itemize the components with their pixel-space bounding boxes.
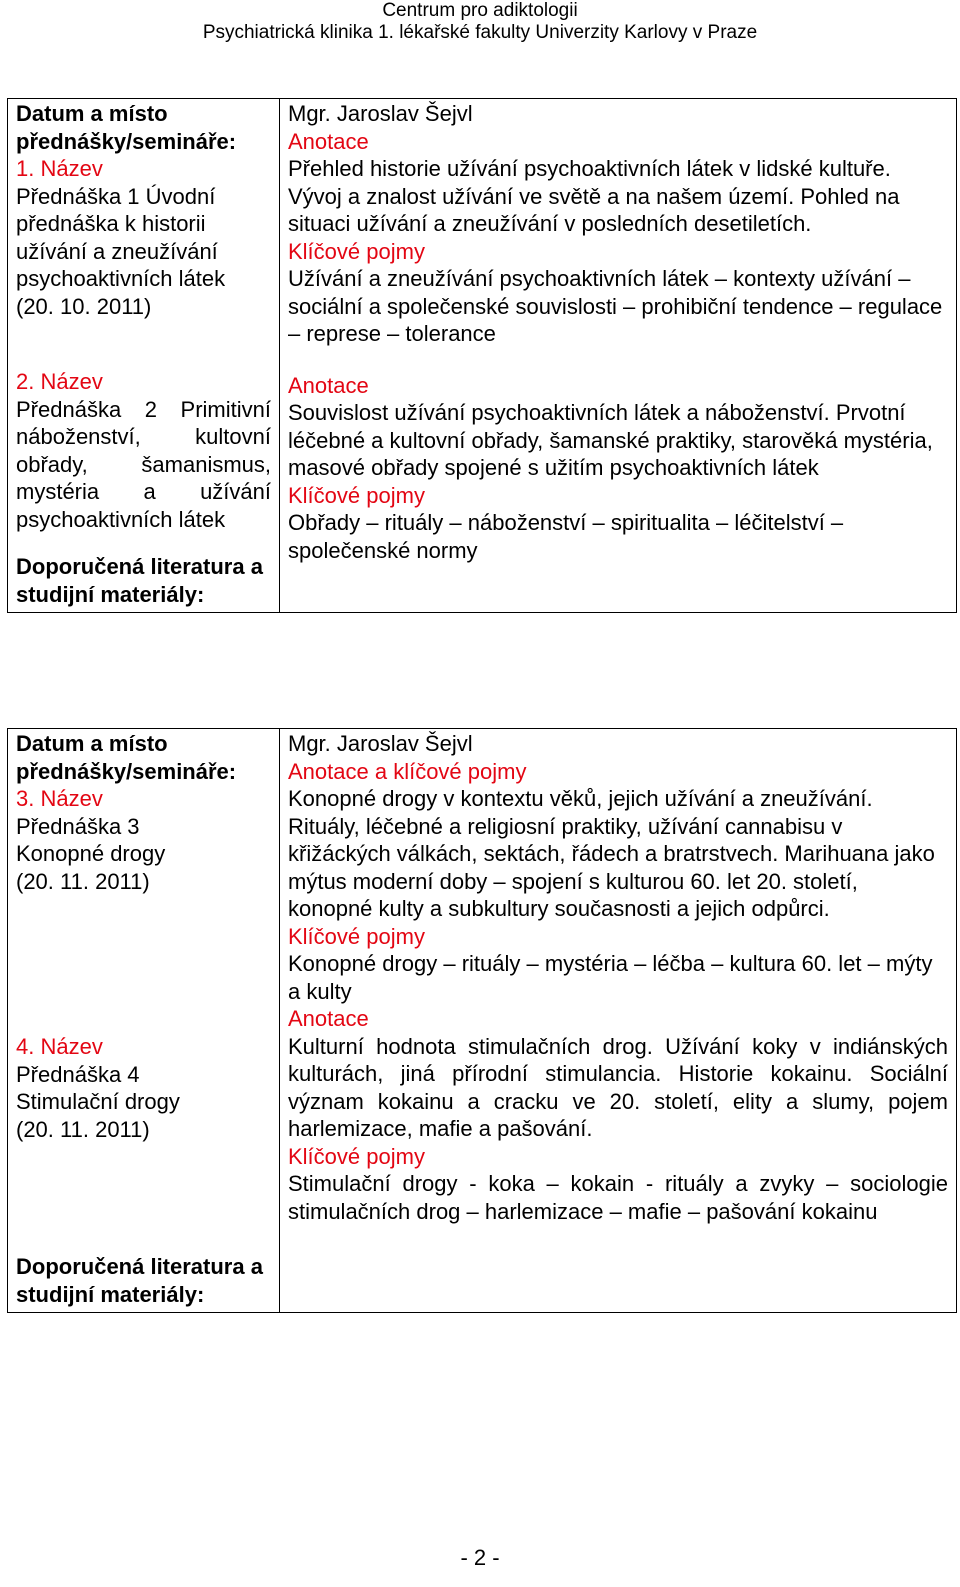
anotace-text: Souvislost užívání psychoaktivních látek a náboženství. Prvotní léčebné a kultovní obřady, šamanské praktiky, starověká mystéria, masové obřady spojené s užitím psychoaktivních látek [288,400,933,480]
anotace-label: Anotace [288,128,369,154]
keywords-label: Klíčové pojmy [288,482,425,508]
keywords-label: Klíčové pojmy [288,923,425,949]
keywords-text: Užívání a zneužívání psychoaktivních látek – kontexty užívání – sociální a společenské souvislosti – prohibiční tendence – regulace – represe – tolerance [288,266,943,346]
keywords-text: Stimulační drogy - koka – kokain - rituály a zvyky – sociologie stimulačních drog – harlemizace – mafie – pašování kokainu [288,1171,948,1224]
literature-label: Doporučená literatura a studijní materiály: [16,1254,263,1307]
lector-name: Mgr. Jaroslav Šejvl [288,731,473,756]
lecture-date: (20. 11. 2011) [16,1116,150,1142]
keywords-text: Obřady – rituály – náboženství – spiritualita – léčitelství – společenské normy [288,510,844,563]
anotace-label: Anotace [288,1006,369,1031]
keywords-label: Klíčové pojmy [288,238,425,264]
lecture-name-label: 2. Název [16,369,103,394]
right-cell [280,99,957,613]
lecture-table-1 [7,98,957,613]
anotace-label: Anotace a klíčové pojmy [288,758,527,784]
anotace-label: Anotace [288,372,369,398]
keywords-label: Klíčové pojmy [288,1143,425,1169]
lecture-name-label: 1. Název [16,156,103,181]
lector-name: Mgr. Jaroslav Šejvl [288,101,473,126]
lecture-date: (20. 11. 2011) [16,868,150,894]
anotace-text: Konopné drogy v kontextu věků, jejich užívání a zneužívání. Rituály, léčebné a religiosní praktiky, užívání cannabisu v křižáckých válkách, sektách, řádech a bratrstvech. Marihuana jako mýtus moderní doby – spojení s kulturou 60. let 20. století, konopné kulty a subkultury současnosti a jejich odpůrci. [288,786,935,921]
anotace-text: Kulturní hodnota stimulačních drog. Užívání koky v indiánských kulturách, jiná přírodní stimulancia. Historie kokainu. Sociální význam kokainu a cracku ve 20. století, elity a slumy, pojem harlemizace, mafie a pašování. [288,1033,948,1141]
datum-label: Datum a místo přednášky/semináře: [16,731,237,784]
lecture-title: Přednáška 2 Primitivní náboženství, kultovní obřady, šamanismus, mystéria a užívání psychoaktivních látek [16,396,271,532]
lecture-name-label: 4. Název [16,1034,103,1059]
page-header [0,0,960,44]
datum-label: Datum a místo přednášky/semináře: [16,101,237,154]
lecture-title: Přednáška 3 Konopné drogy [16,813,166,866]
anotace-text: Přehled historie užívání psychoaktivních látek v lidské kultuře. Vývoj a znalost užívání ve světě a na našem území. Pohled na situaci užívání a zneužívání v posledních desetiletích. [288,156,900,236]
header-faculty: Psychiatrická klinika 1. lékařské fakulty Univerzity Karlovy v Praze [202,22,758,43]
left-cell [8,729,280,1313]
lecture-table-2 [7,728,957,1313]
left-cell [8,99,280,613]
literature-label: Doporučená literatura a studijní materiály: [16,554,263,607]
keywords-text: Konopné drogy – rituály – mystéria – léčba – kultura 60. let – mýty a kulty [288,951,933,1004]
right-cell [280,729,957,1313]
lecture-title: Přednáška 1 Úvodní přednáška k historii užívání a zneužívání psychoaktivních látek [16,183,226,291]
lecture-date: (20. 10. 2011) [16,293,152,319]
header-institution: Centrum pro adiktologii [382,0,578,21]
lecture-name-label: 3. Název [16,786,103,811]
page-number: - 2 - [460,1545,500,1570]
lecture-title: Přednáška 4 Stimulační drogy [16,1061,180,1114]
